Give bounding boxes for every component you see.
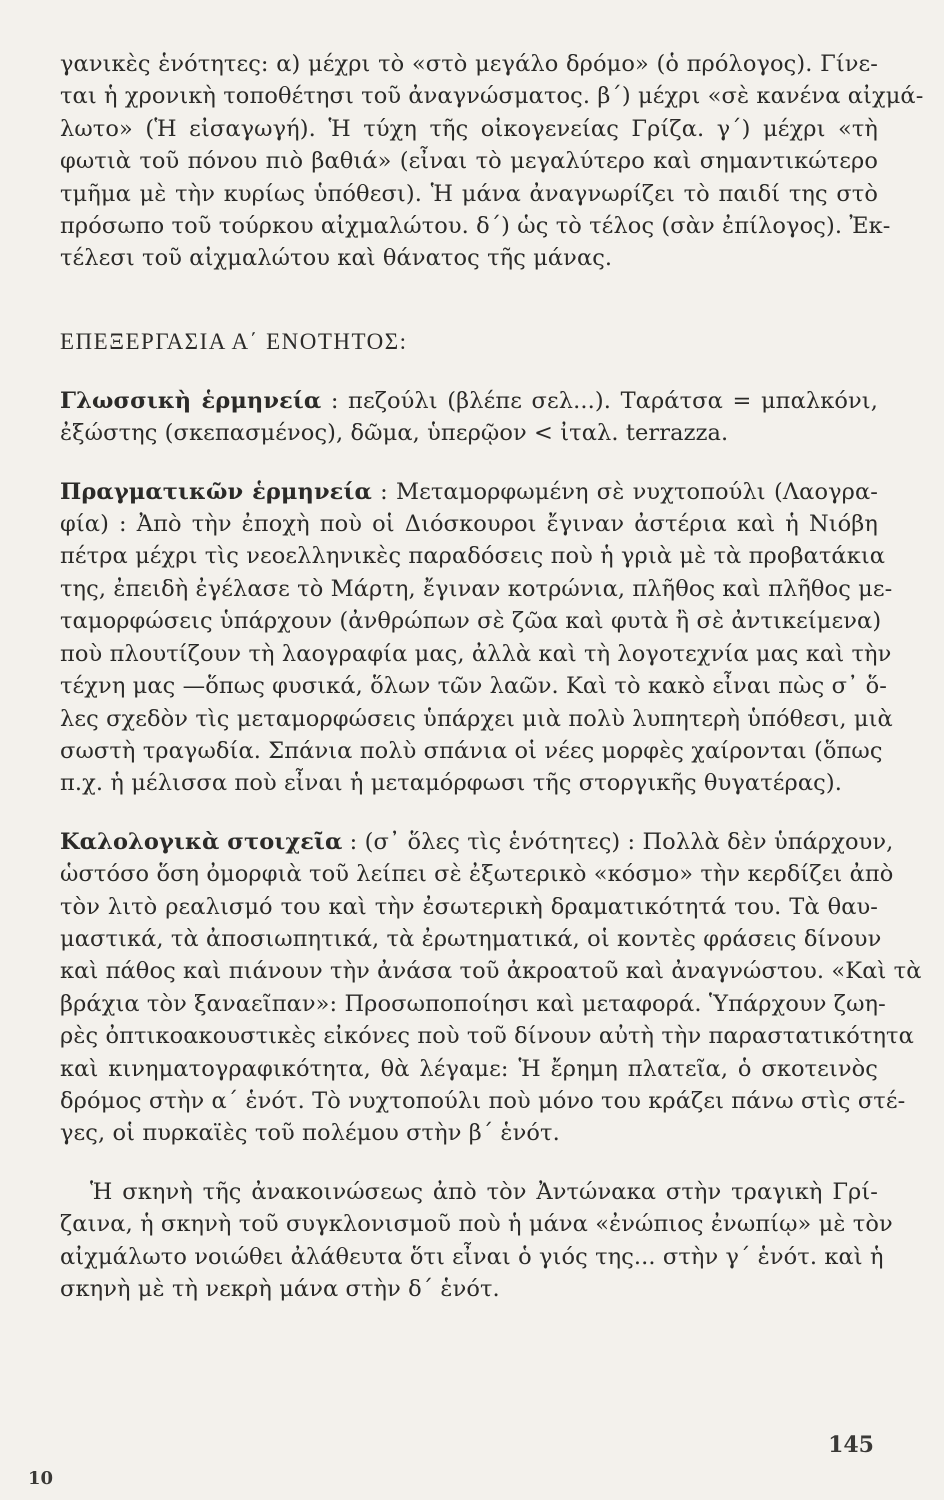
aesthetic-term: Καλολογικὰ στοιχεῖα [60, 828, 343, 855]
text-line: λες σχεδὸν τὶς μεταμορφώσεις ὑπάρχει μιὰ πολὺ λυπητερὴ ὑπόθεσι, μιὰ [60, 705, 893, 732]
text-line: ποὺ πλουτίζουν τὴ λαογραφία μας, ἀλλὰ καὶ τὴ λογοτεχνία μας καὶ τὴν [60, 640, 892, 667]
text-line: τμῆμα μὲ τὴν κυρίως ὑπόθεσι). Ἡ μάνα ἀναγνωρίζει τὸ παιδί της στὸ [60, 180, 878, 207]
text-line: σκηνὴ μὲ τὴ νεκρὴ μάνα στὴν δ΄ ἑνότ. [60, 1276, 500, 1302]
text-line: ται ἡ χρονικὴ τοποθέτησι τοῦ ἀναγνώσματος. β΄) μέχρι «σὲ κανένα αἰχμά- [60, 83, 924, 110]
page-number: 145 [828, 1432, 874, 1458]
document-page [60, 48, 924, 1305]
text-line: λωτο» (Ἡ εἰσαγωγή). Ἡ τύχη τῆς οἰκογενείας Γρίζα. γ΄) μέχρι «τὴ [60, 115, 878, 142]
text-line: βράχια τὸν ξαναεῖπαν»: Προσωποποίησι καὶ μεταφορά. Ὑπάρχουν ζωη- [60, 990, 886, 1017]
gloss-paragraph [60, 385, 878, 450]
text-line: δρόμος στὴν α΄ ἑνότ. Τὸ νυχτοπούλι ποὺ μόνο του κράζει πάνω στὶς στέ- [60, 1087, 906, 1114]
text-line [60, 826, 894, 858]
gloss-first-line: : πεζούλι (βλέπε σελ...). Ταράτσα = μπαλκόνι, [321, 387, 878, 414]
text-line [60, 385, 878, 417]
scene-paragraph [60, 1176, 893, 1306]
text-line: καὶ πάθος καὶ πιάνουν τὴν ἀνάσα τοῦ ἀκροατοῦ καὶ ἀναγνώστου. «Καὶ τὰ [60, 958, 922, 985]
text-line: γες, οἱ πυρκαϊὲς τοῦ πολέμου στὴν β΄ ἑνότ. [60, 1120, 560, 1147]
section-heading: ΕΠΕΞΕΡΓΑΣΙΑ Α΄ ΕΝΟΤΗΤΟΣ: [60, 328, 408, 354]
text-line: της, ἐπειδὴ ἐγέλασε τὸ Μάρτη, ἔγιναν κοτρώνια, πλῆθος καὶ πλῆθος με- [60, 575, 893, 602]
text-line [60, 476, 878, 508]
text-line: μαστικά, τὰ ἀποσιωπητικά, τὰ ἐρωτηματικά, οἱ κοντὲς φράσεις δίνουν [60, 925, 882, 952]
text-line: σωστὴ τραγωδία. Σπάνια πολὺ σπάνια οἱ νέες μορφὲς χαίρονται (ὅπως [60, 737, 883, 764]
gloss-term: Γλωσσικὴ ἑρμηνεία [60, 387, 322, 414]
text-line: γανικὲς ἑνότητες: α) μέχρι τὸ «στὸ μεγάλο δρόμο» (ὁ πρόλογος). Γίνε- [60, 51, 878, 77]
text-line: πρόσωπο τοῦ τούρκου αἰχμαλώτου. δ΄) ὡς τὸ τέλος (σὰν ἐπίλογος). Ἐκ- [60, 213, 891, 240]
text-line: πέτρα μέχρι τὶς νεοελληνικὲς παραδόσεις ποὺ ἡ γριὰ μὲ τὰ προβατάκια [60, 543, 886, 570]
text-line: ὡστόσο ὅση ὀμορφιὰ τοῦ λείπει σὲ ἐξωτερικὸ «κόσμο» τὴν κερδίζει ἀπὸ [60, 861, 894, 888]
aesthetic-first-line: : (σ᾽ ὅλες τὶς ἑνότητες) : Πολλὰ δὲν ὑπάρχουν, [342, 828, 894, 855]
text-line: καὶ κινηματογραφικότητα, θὰ λέγαμε: Ἡ ἔρημη πλατεῖα, ὁ σκοτεινὸς [60, 1055, 878, 1082]
text-line: τὸν λιτὸ ρεαλισμό του καὶ τὴν ἐσωτερικὴ δραματικότητά του. Τὰ θαυ- [60, 893, 878, 920]
text-line: τέχνη μας —ὅπως φυσικά, ὅλων τῶν λαῶν. Καὶ τὸ κακὸ εἶναι πὼς σ᾽ ὅ- [60, 673, 887, 700]
aesthetic-paragraph [60, 826, 922, 1150]
text-line: φία) : Ἀπὸ τὴν ἐποχὴ ποὺ οἱ Διόσκουροι ἔγιναν ἀστέρια καὶ ἡ Νιόβη [60, 511, 878, 538]
pragmatic-term: Πραγματικῶν ἑρμηνεία [60, 478, 372, 505]
text-line: ταμορφώσεις ὑπάρχουν (ἀνθρώπων σὲ ζῶα καὶ φυτὰ ἢ σὲ ἀντικείμενα) [60, 608, 882, 635]
text-line: ζαινα, ἡ σκηνὴ τοῦ συγκλονισμοῦ ποὺ ἡ μάνα «ἐνώπιος ἐνωπίῳ» μὲ τὸν [60, 1211, 893, 1238]
text-line: Ἡ σκηνὴ τῆς ἀνακοινώσεως ἀπὸ τὸν Ἀντώνακα στὴν τραγικὴ Γρί- [90, 1178, 878, 1205]
intro-paragraph [60, 48, 924, 275]
text-line: αἰχμάλωτο νοιώθει ἀλάθευτα ὅτι εἶναι ὁ γιός της... στὴν γ΄ ἑνότ. καὶ ἡ [60, 1243, 884, 1270]
text-line: ἐξώστης (σκεπασμένος), δῶμα, ὑπερῷον < ἰταλ. terrazza. [60, 420, 729, 447]
text-line: φωτιὰ τοῦ πόνου πιὸ βαθιά» (εἶναι τὸ μεγαλύτερο καὶ σημαντικώτερο [60, 148, 878, 175]
pragmatic-first-line: : Μεταμορφωμένη σὲ νυχτοπούλι (Λαογρα- [371, 478, 878, 505]
text-line: π.χ. ἡ μέλισσα ποὺ εἶναι ἡ μεταμόρφωσι τῆς στοργικῆς θυγατέρας). [60, 770, 842, 797]
text-line: τέλεσι τοῦ αἰχμαλώτου καὶ θάνατος τῆς μάνας. [60, 245, 613, 272]
signature-mark: 10 [28, 1468, 54, 1489]
pragmatic-paragraph [60, 476, 893, 800]
text-line: ρὲς ὀπτικοακουστικὲς εἰκόνες ποὺ τοῦ δίνουν αὐτὴ τὴν παραστατικότητα [60, 1023, 914, 1050]
